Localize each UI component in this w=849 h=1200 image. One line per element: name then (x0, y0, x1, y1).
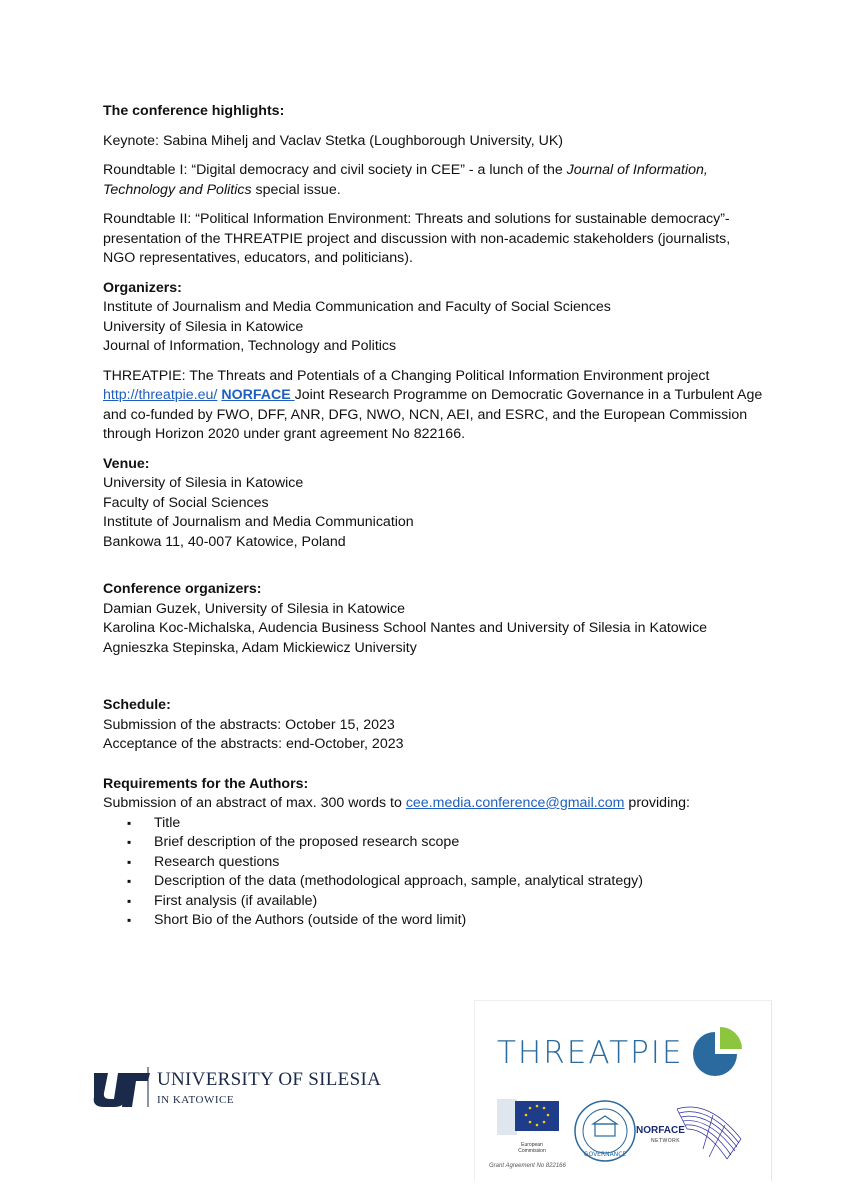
roundtable-1-post: special issue. (251, 181, 341, 198)
conference-organizer-line: Agnieszka Stepinska, Adam Mickiewicz University (103, 639, 417, 656)
eu-caption: European Commission (518, 1142, 546, 1154)
norface-sub: NETWORK (651, 1138, 681, 1144)
list-item: ▪ Brief description of the proposed research scope (127, 833, 763, 853)
venue-line: University of Silesia in Katowice (103, 475, 304, 491)
list-item: ▪ Title (127, 814, 763, 834)
list-item: ▪ Short Bio of the Authors (outside of the word limit) (127, 911, 763, 931)
requirements-intro-post: providing: (624, 795, 690, 811)
project-paragraph (103, 367, 763, 445)
schedule-line: Submission of the abstracts: October 15, 2023 (103, 716, 395, 733)
roundtable-2-text: Roundtable II: “Political Information Environment: Threats and solutions for sustainable democracy”- presentation of the THREATPIE project and discussion with non-academic stakeholders (journalists, NGO representatives, educators, and politicians). (103, 211, 731, 266)
highlights-heading: The conference highlights: (103, 103, 285, 119)
list-item: ▪ Description of the data (methodological approach, sample, analytical strategy) (127, 872, 763, 892)
roundtable-1-pre: Roundtable I: “Digital democracy and civil society in CEE” - a lunch of the (103, 162, 567, 178)
organizers-line: Institute of Journalism and Media Communication and Faculty of Social Sciences (103, 299, 611, 315)
norface-network-icon (673, 1099, 745, 1163)
schedule-line: Acceptance of the abstracts: end-October, 2023 (103, 736, 404, 752)
university-sub: IN KATOWICE (157, 1094, 235, 1106)
schedule-heading: Schedule: (103, 697, 171, 713)
requirements-list (103, 814, 763, 931)
eu-flag-icon (493, 1097, 565, 1137)
keynote-text: Keynote: Sabina Mihelj and Vaclav Stetka (Loughborough University, UK) (103, 132, 564, 149)
project-post: Joint Research Programme on Democratic Governance in a Turbulent Age and co-funded by FWO, DFF, ANR, DFG, NWO, NCN, AEI, and ESRC, and the European Commission through Horizon 2020 under grant agreement No 822166. (103, 387, 763, 442)
venue-line: Institute of Journalism and Media Communication (103, 514, 414, 530)
partner-logos-panel (474, 1000, 772, 1181)
organizers-line: University of Silesia in Katowice (103, 318, 304, 335)
grant-caption: Grant Agreement No 822166 (489, 1163, 566, 1169)
eu-commission-logo (493, 1097, 565, 1157)
requirements-intro (103, 794, 763, 814)
roundtable-1-text (103, 161, 763, 200)
organizers-line: Journal of Information, Technology and Politics (103, 338, 397, 354)
university-emblem-icon (92, 1063, 152, 1109)
norface-wordmark: NORFACE (636, 1125, 685, 1136)
governance-seal-icon (572, 1098, 638, 1164)
requirements-heading: Requirements for the Authors: (103, 775, 309, 792)
venue-heading: Venue: (103, 455, 150, 472)
university-logo (92, 1063, 412, 1113)
project-pre: THREATPIE: The Threats and Potentials of a Changing Political Information Environment project (103, 367, 710, 384)
threatpie-link[interactable]: http://threatpie.eu/ (103, 387, 218, 403)
norface-link[interactable]: NORFACE (221, 387, 295, 403)
conference-organizer-line: Karolina Koc-Michalska, Audencia Business School Nantes and University of Silesia in Katowice (103, 620, 708, 636)
document-body (103, 102, 763, 931)
conference-organizers-heading: Conference organizers: (103, 581, 262, 597)
list-item: ▪ Research questions (127, 853, 763, 873)
threatpie-wordmark: THREATPIE (497, 1035, 684, 1071)
organizers-heading: Organizers: (103, 279, 182, 296)
venue-line: Faculty of Social Sciences (103, 494, 269, 511)
email-link[interactable]: cee.media.conference@gmail.com (405, 795, 625, 811)
threatpie-pie-icon (689, 1024, 745, 1080)
svg-text:GOVERNANCE: GOVERNANCE (583, 1151, 627, 1158)
journal-title: Journal of Information, Technology and Politics (103, 162, 708, 198)
conference-organizer-line: Damian Guzek, University of Silesia in Katowice (103, 600, 405, 617)
university-name: UNIVERSITY OF SILESIA (157, 1069, 382, 1090)
list-item: ▪ First analysis (if available) (127, 892, 763, 912)
venue-line: Bankowa 11, 40-007 Katowice, Poland (103, 533, 346, 550)
requirements-intro-pre: Submission of an abstract of max. 300 words to (103, 795, 406, 811)
